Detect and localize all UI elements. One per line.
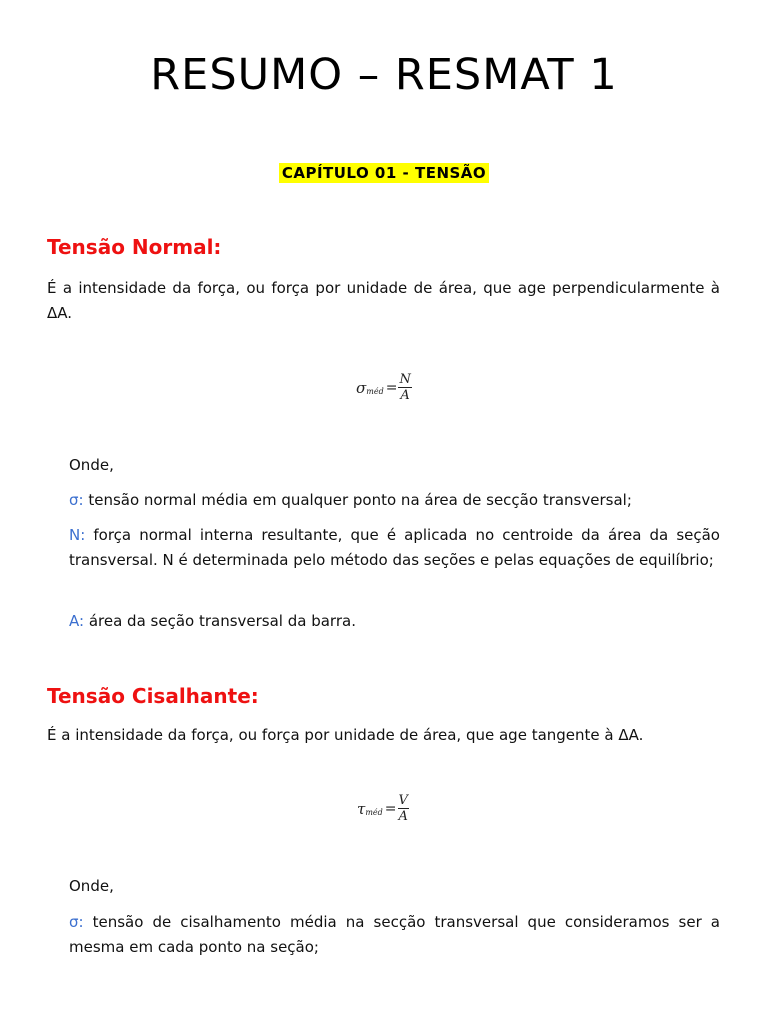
normal-intro: É a intensidade da força, ou força por unidade de área, que age perpendicularmente à ΔA. (47, 279, 720, 322)
formula-equals: = (384, 800, 397, 817)
formula-equals: = (385, 379, 398, 396)
shear-intro: É a intensidade da força, ou força por unidade de área, que age tangente à ΔA. (47, 726, 644, 744)
formula-symbol: σ (356, 378, 367, 397)
normal-stress-formula (356, 372, 412, 403)
shear-def-sigma (69, 910, 720, 960)
formula-denominator: A (400, 388, 410, 403)
shear-onde: Onde, (69, 877, 114, 895)
section-heading-normal: Tensão Normal: (47, 235, 222, 259)
formula-numerator: N (399, 372, 411, 387)
formula-numerator: V (398, 793, 408, 808)
def-text: força normal interna resultante, que é aplicada no centroide da área da seção transversal. N é determinada pelo método das seções e pelas equações de equilíbrio; (69, 526, 720, 569)
normal-onde: Onde, (69, 456, 114, 474)
def-text: tensão normal média em qualquer ponto na área de secção transversal; (83, 491, 632, 509)
def-term: A: (69, 612, 85, 630)
normal-def-n (69, 523, 720, 573)
def-term: σ: (69, 913, 84, 931)
formula-subscript: méd (366, 387, 384, 396)
formula-subscript: méd (365, 808, 383, 817)
normal-def-sigma (69, 488, 720, 513)
def-text: área da seção transversal da barra. (84, 612, 356, 630)
normal-def-a (69, 609, 720, 634)
formula-symbol: τ (357, 799, 366, 818)
def-term: σ: (69, 491, 84, 509)
formula-fraction (398, 372, 411, 403)
def-term: N: (69, 526, 86, 544)
section-heading-shear: Tensão Cisalhante: (47, 684, 259, 708)
chapter-heading-wrap (0, 163, 768, 183)
formula-fraction (398, 793, 409, 824)
def-text: tensão de cisalhamento média na secção transversal que consideramos ser a mesma em cada ponto na seção; (69, 913, 720, 956)
page-title: RESUMO – RESMAT 1 (150, 50, 618, 100)
formula-denominator: A (398, 809, 408, 824)
shear-stress-formula (357, 793, 409, 824)
chapter-heading: CAPÍTULO 01 - TENSÃO (279, 163, 489, 183)
